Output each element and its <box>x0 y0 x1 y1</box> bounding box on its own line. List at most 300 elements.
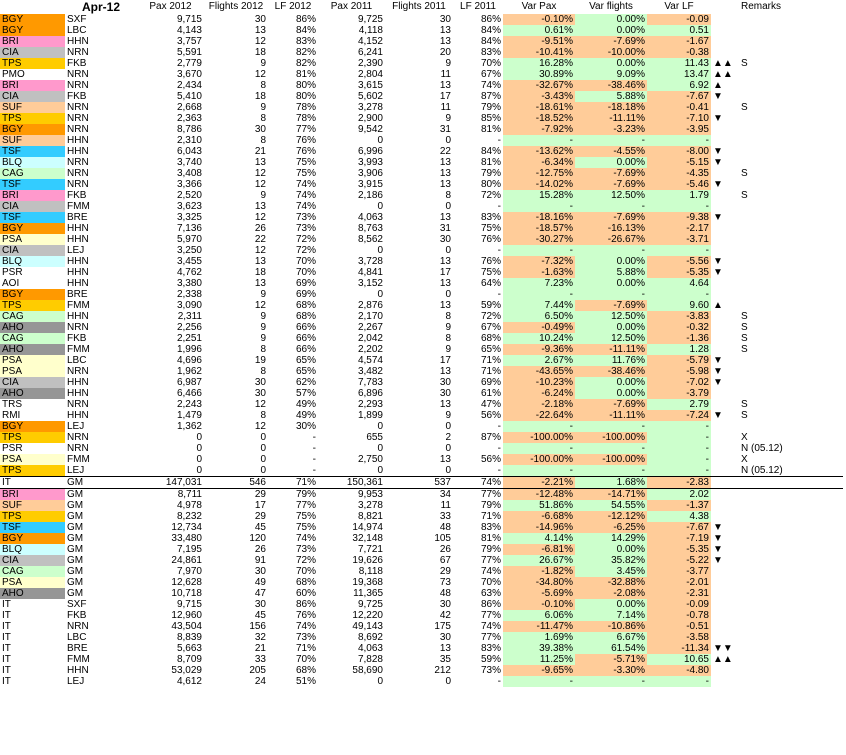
var-pax-cell: -18.57% <box>503 223 575 234</box>
var-pax-cell: -0.10% <box>503 599 575 610</box>
var-pax-cell: 0.61% <box>503 25 575 36</box>
destination-cell: NRN <box>67 322 89 333</box>
lf-2012-cell: - <box>312 465 316 476</box>
flights-2012-cell: 18 <box>254 267 266 278</box>
origin-cell: TPS <box>0 465 65 477</box>
remarks-cell <box>739 146 843 157</box>
pax-2011-cell: 3,278 <box>357 102 383 113</box>
lf-2012-cell: 69% <box>295 289 316 300</box>
table-row <box>0 465 843 477</box>
flights-2012-cell: 9 <box>260 289 266 300</box>
trend-arrow-cell: ▲▲ <box>713 654 733 665</box>
flights-2012-cell: 12 <box>254 36 266 47</box>
destination-cell: NRN <box>67 621 89 632</box>
remarks-cell <box>739 300 843 311</box>
pax-2011-cell: 12,220 <box>352 610 383 621</box>
trend-arrow-cell <box>711 432 739 443</box>
pax-2012-cell: 6,466 <box>176 388 202 399</box>
remarks-cell <box>739 599 843 610</box>
flights-2012-cell: 21 <box>254 643 266 654</box>
flights-2012-cell: 19 <box>254 355 266 366</box>
remarks-cell: S <box>741 190 748 201</box>
var-lf-cell: -7.02 <box>647 377 711 388</box>
trend-arrow-cell: ▼ <box>713 157 723 168</box>
var-lf-cell: -3.77 <box>647 566 711 577</box>
table-row <box>0 665 843 676</box>
remarks-cell <box>739 113 843 124</box>
trend-arrow-cell <box>711 25 739 36</box>
origin-cell: SUF <box>0 500 65 511</box>
origin-cell: TPS <box>0 511 65 522</box>
flights-2011-cell: 9 <box>445 113 451 124</box>
trend-arrow-cell <box>711 454 739 465</box>
lf-2011-cell: 75% <box>480 223 501 234</box>
var-flights-cell: 0.00% <box>575 256 647 267</box>
flights-2011-cell: 0 <box>445 245 451 256</box>
var-lf-cell: -3.95 <box>647 124 711 135</box>
flights-2011-cell: 20 <box>439 47 451 58</box>
pax-2011-cell: 2,293 <box>357 399 383 410</box>
destination-cell: HHN <box>67 234 89 245</box>
table-row <box>0 267 843 278</box>
var-pax-cell: -12.48% <box>503 489 575 501</box>
remarks-cell <box>739 36 843 47</box>
pax-2012-cell: 8,786 <box>176 124 202 135</box>
lf-2011-cell: 71% <box>480 366 501 377</box>
sheet-title: Apr-12 <box>81 0 120 14</box>
destination-cell: LEJ <box>67 245 85 256</box>
origin-cell: TSF <box>0 146 65 157</box>
destination-cell: GM <box>67 533 84 544</box>
lf-2012-cell: - <box>312 432 316 443</box>
lf-2011-cell: 59% <box>480 654 501 665</box>
lf-2011-cell: - <box>497 465 501 476</box>
var-lf-cell: -1.37 <box>647 500 711 511</box>
pax-2011-cell: 9,725 <box>357 14 383 25</box>
flights-2011-cell: 13 <box>439 366 451 377</box>
lf-2012-cell: 68% <box>295 300 316 311</box>
pax-2012-cell: 24,861 <box>171 555 202 566</box>
flights-2011-cell: 0 <box>445 676 451 687</box>
remarks-cell <box>739 654 843 665</box>
remarks-cell <box>739 533 843 544</box>
lf-2011-cell: 83% <box>480 522 501 533</box>
lf-2012-cell: 80% <box>295 91 316 102</box>
pax-2011-cell: 3,915 <box>357 179 383 190</box>
lf-2012-cell: 73% <box>295 544 316 555</box>
trend-arrow-cell <box>711 388 739 399</box>
table-row <box>0 223 843 234</box>
trend-arrow-cell: ▼ <box>713 256 723 267</box>
table-row <box>0 443 843 454</box>
trend-arrow-cell: ▼ <box>713 366 723 377</box>
pax-2011-cell: 1,899 <box>357 410 383 421</box>
pax-2011-cell: 9,725 <box>357 599 383 610</box>
origin-cell: CAG <box>0 168 65 179</box>
var-lf-cell: 2.79 <box>647 399 711 410</box>
lf-2012-cell: 66% <box>295 333 316 344</box>
trend-arrow-cell: ▼ <box>713 533 723 544</box>
var-lf-cell: -9.38 <box>647 212 711 223</box>
lf-2012-cell: 74% <box>295 621 316 632</box>
trend-arrow-cell <box>711 665 739 676</box>
remarks-cell <box>739 212 843 223</box>
origin-cell: BGY <box>0 25 65 36</box>
destination-cell: FKB <box>67 610 87 621</box>
flights-2011-cell: 9 <box>445 344 451 355</box>
flights-2011-cell: 8 <box>445 311 451 322</box>
lf-2011-cell: 85% <box>480 113 501 124</box>
pax-2012-cell: 3,670 <box>176 69 202 80</box>
var-pax-cell: 6.06% <box>503 610 575 621</box>
table-row <box>0 432 843 443</box>
var-lf-cell: -7.19 <box>647 533 711 544</box>
pax-2011-cell: 7,721 <box>357 544 383 555</box>
flights-2011-cell: 17 <box>439 267 451 278</box>
flights-2011-cell: 13 <box>439 25 451 36</box>
remarks-cell <box>739 610 843 621</box>
trend-arrow-cell <box>711 124 739 135</box>
lf-2012-cell: 69% <box>295 278 316 289</box>
destination-cell: BRE <box>67 643 88 654</box>
remarks-cell <box>739 366 843 377</box>
pax-2011-cell: 6,996 <box>357 146 383 157</box>
var-pax-cell: 1.69% <box>503 632 575 643</box>
var-lf-cell: 1.28 <box>647 344 711 355</box>
table-row <box>0 421 843 432</box>
table-row <box>0 566 843 577</box>
var-pax-cell: -1.63% <box>503 267 575 278</box>
pax-2012-cell: 8,232 <box>176 511 202 522</box>
flights-2012-cell: 30 <box>254 388 266 399</box>
var-flights-cell: -6.25% <box>575 522 647 533</box>
header-pax-2011: Pax 2011 <box>330 1 373 12</box>
destination-cell: LBC <box>67 25 87 36</box>
destination-cell: HHN <box>67 267 89 278</box>
pax-2012-cell: 5,410 <box>176 91 202 102</box>
flights-2011-cell: 33 <box>439 511 451 522</box>
flights-2012-cell: 8 <box>260 135 266 146</box>
flights-2011-cell: 13 <box>439 212 451 223</box>
destination-cell: HHN <box>67 223 89 234</box>
pax-2012-cell: 3,455 <box>176 256 202 267</box>
origin-cell: AOI <box>0 278 65 289</box>
var-flights-cell: -7.69% <box>575 36 647 47</box>
var-pax-cell: -9.65% <box>503 665 575 676</box>
destination-cell: FKB <box>67 91 87 102</box>
table-row <box>0 654 843 665</box>
flights-2012-cell: 29 <box>204 489 268 501</box>
var-flights-cell: -3.30% <box>575 665 647 676</box>
var-flights-cell: -26.67% <box>575 234 647 245</box>
origin-cell: IT <box>0 610 65 621</box>
pax-2011-cell: 2,202 <box>357 344 383 355</box>
pax-2012-cell: 2,779 <box>176 58 202 69</box>
var-pax-cell: -7.92% <box>503 124 575 135</box>
remarks-cell: N (05.12) <box>741 443 783 454</box>
pax-2012-cell: 4,696 <box>176 355 202 366</box>
destination-cell: GM <box>67 544 84 555</box>
var-pax-cell: 10.24% <box>503 333 575 344</box>
origin-cell: CIA <box>0 91 65 102</box>
var-flights-cell: -7.69% <box>575 300 647 311</box>
lf-2012-cell: - <box>312 454 316 465</box>
flights-2012-cell: 21 <box>254 146 266 157</box>
pax-2012-cell: 3,250 <box>176 245 202 256</box>
header-lf-2011: LF 2011 <box>460 1 496 12</box>
trend-arrow-cell: ▼ <box>713 91 723 102</box>
flights-2011-cell: 31 <box>439 124 451 135</box>
trend-arrow-cell <box>711 399 739 410</box>
var-pax-cell: -6.24% <box>503 388 575 399</box>
origin-cell: TPS <box>0 300 65 311</box>
trend-arrow-cell <box>711 168 739 179</box>
pax-2012-cell: 2,434 <box>176 80 202 91</box>
table-row <box>0 25 843 36</box>
var-pax-cell: -18.16% <box>503 212 575 223</box>
var-pax-cell: -2.18% <box>503 399 575 410</box>
lf-2011-cell: - <box>497 676 501 687</box>
var-lf-cell: - <box>647 135 711 146</box>
destination-cell: FMM <box>67 201 90 212</box>
flights-2012-cell: 9 <box>260 322 266 333</box>
pax-2011-cell: 2,804 <box>357 69 383 80</box>
pax-2011-cell: 0 <box>377 443 383 454</box>
destination-cell: GM <box>67 555 84 566</box>
flights-2012-cell: 0 <box>260 443 266 454</box>
flights-2012-cell: 29 <box>254 511 266 522</box>
origin-cell: IT <box>0 676 65 687</box>
flights-2011-cell: 13 <box>439 36 451 47</box>
trend-arrow-cell <box>711 135 739 146</box>
flights-2012-cell: 18 <box>254 91 266 102</box>
var-pax-cell: 39.38% <box>503 643 575 654</box>
remarks-cell <box>739 477 843 489</box>
table-row <box>0 146 843 157</box>
table-row <box>0 410 843 421</box>
lf-2012-cell: 83% <box>295 36 316 47</box>
flights-2012-cell: 30 <box>254 599 266 610</box>
flights-2012-cell: 8 <box>260 410 266 421</box>
pax-2011-cell: 4,841 <box>357 267 383 278</box>
table-row <box>0 388 843 399</box>
lf-2012-cell: 72% <box>295 234 316 245</box>
origin-cell: PMO <box>0 69 65 80</box>
table-row <box>0 212 843 223</box>
var-pax-cell: -6.68% <box>503 511 575 522</box>
remarks-cell <box>739 421 843 432</box>
origin-cell: BGY <box>0 533 65 544</box>
table-row <box>0 80 843 91</box>
var-lf-cell: -5.35 <box>647 267 711 278</box>
var-pax-cell: -9.51% <box>503 36 575 47</box>
table-row <box>0 289 843 300</box>
destination-cell: BRE <box>67 212 88 223</box>
flights-2012-cell: 12 <box>254 179 266 190</box>
var-lf-cell: -3.83 <box>647 311 711 322</box>
trend-arrow-cell <box>711 477 739 489</box>
var-flights-cell: -38.46% <box>575 80 647 91</box>
lf-2012-cell: 65% <box>295 355 316 366</box>
destination-cell: HHN <box>67 665 89 676</box>
origin-cell: CIA <box>0 47 65 58</box>
pax-2012-cell: 3,408 <box>176 168 202 179</box>
remarks-cell <box>739 47 843 58</box>
flights-2012-cell: 26 <box>254 223 266 234</box>
destination-cell: LBC <box>67 632 87 643</box>
remarks-cell: S <box>741 333 748 344</box>
pax-2011-cell: 9,953 <box>318 489 385 501</box>
var-pax-cell: -3.43% <box>503 91 575 102</box>
var-pax-cell: -13.62% <box>503 146 575 157</box>
var-pax-cell: - <box>503 289 575 300</box>
origin-cell: CAG <box>0 333 65 344</box>
flights-2011-cell: 9 <box>445 410 451 421</box>
var-lf-cell: - <box>647 443 711 454</box>
destination-cell: FMM <box>67 300 90 311</box>
flights-2011-cell: 537 <box>385 477 453 489</box>
lf-2012-cell: 60% <box>295 588 316 599</box>
flights-2012-cell: 13 <box>254 256 266 267</box>
var-flights-cell: 0.00% <box>575 388 647 399</box>
var-lf-cell: -5.46 <box>647 179 711 190</box>
var-pax-cell: - <box>503 245 575 256</box>
table-row <box>0 14 843 25</box>
lf-2012-cell: 49% <box>295 399 316 410</box>
pax-2012-cell: 5,970 <box>176 234 202 245</box>
header-flights-2012: Flights 2012 <box>208 1 264 12</box>
var-pax-cell: 6.50% <box>503 311 575 322</box>
pax-2012-cell: 4,143 <box>176 25 202 36</box>
var-flights-cell: 0.00% <box>575 157 647 168</box>
lf-2011-cell: 73% <box>480 665 501 676</box>
var-pax-cell: 16.28% <box>503 58 575 69</box>
var-flights-cell: -7.69% <box>575 212 647 223</box>
pax-2011-cell: 9,542 <box>357 124 383 135</box>
header-var-pax: Var Pax <box>521 1 557 12</box>
pax-2012-cell: 1,996 <box>176 344 202 355</box>
data-rows <box>0 14 843 687</box>
lf-2011-cell: 71% <box>480 511 501 522</box>
header-flights-2011: Flights 2011 <box>392 1 446 12</box>
trend-arrow-cell <box>711 289 739 300</box>
flights-2012-cell: 120 <box>249 533 266 544</box>
flights-2012-cell: 12 <box>254 300 266 311</box>
destination-cell: LEJ <box>67 676 85 687</box>
pax-2011-cell: 0 <box>377 465 383 476</box>
var-lf-cell: -3.58 <box>647 632 711 643</box>
table-row <box>0 124 843 135</box>
lf-2012-cell: 80% <box>295 80 316 91</box>
remarks-cell <box>739 621 843 632</box>
flights-2012-cell: 12 <box>254 399 266 410</box>
pax-2012-cell: 3,366 <box>176 179 202 190</box>
lf-2011-cell: 75% <box>480 267 501 278</box>
table-row <box>0 676 843 687</box>
trend-arrow-cell: ▼ <box>713 146 723 157</box>
pax-2011-cell: 2,170 <box>357 311 383 322</box>
pax-2012-cell: 0 <box>196 432 202 443</box>
var-pax-cell: -7.32% <box>503 256 575 267</box>
destination-cell: FMM <box>67 344 90 355</box>
destination-cell: GM <box>67 511 84 522</box>
flights-2012-cell: 9 <box>260 102 266 113</box>
table-row <box>0 454 843 465</box>
origin-cell: BLQ <box>0 544 65 555</box>
var-lf-cell: -1.36 <box>647 333 711 344</box>
lf-2011-cell: 74% <box>453 477 503 489</box>
var-pax-cell: -18.61% <box>503 102 575 113</box>
remarks-cell <box>739 643 843 654</box>
destination-cell: GM <box>67 522 84 533</box>
origin-cell: AHO <box>0 588 65 599</box>
destination-cell: FKB <box>67 333 87 344</box>
flights-2011-cell: 42 <box>439 610 451 621</box>
table-row <box>0 522 843 533</box>
var-flights-cell: 9.09% <box>575 69 647 80</box>
pax-2012-cell: 1,362 <box>176 421 202 432</box>
lf-2012-cell: 86% <box>295 14 316 25</box>
origin-cell: CIA <box>0 201 65 212</box>
var-flights-cell: - <box>575 201 647 212</box>
var-lf-cell: 4.64 <box>647 278 711 289</box>
lf-2012-cell: 51% <box>295 676 316 687</box>
flights-2012-cell: 24 <box>254 676 266 687</box>
remarks-cell <box>739 377 843 388</box>
flights-2012-cell: 8 <box>260 344 266 355</box>
flights-2011-cell: 35 <box>439 654 451 665</box>
var-lf-cell: -5.15 <box>647 157 711 168</box>
pax-2011-cell: 4,574 <box>357 355 383 366</box>
origin-cell: TRS <box>0 399 65 410</box>
var-flights-cell: - <box>575 245 647 256</box>
lf-2012-cell: 75% <box>295 522 316 533</box>
lf-2012-cell: - <box>312 443 316 454</box>
lf-2012-cell: 81% <box>295 69 316 80</box>
flights-2012-cell: 12 <box>254 245 266 256</box>
lf-2012-cell: 86% <box>295 599 316 610</box>
flights-2012-cell: 12 <box>254 212 266 223</box>
var-pax-cell: - <box>503 421 575 432</box>
remarks-cell: X <box>741 432 748 443</box>
flights-2011-cell: 17 <box>439 355 451 366</box>
pax-2011-cell: 14,974 <box>352 522 383 533</box>
pax-2012-cell: 0 <box>196 443 202 454</box>
lf-2012-cell: 75% <box>295 511 316 522</box>
lf-2011-cell: - <box>497 201 501 212</box>
flights-2011-cell: 0 <box>445 465 451 476</box>
var-lf-cell: -5.98 <box>647 366 711 377</box>
var-lf-cell: 10.65 <box>647 654 711 665</box>
var-pax-cell: -0.49% <box>503 322 575 333</box>
var-flights-cell: -3.23% <box>575 124 647 135</box>
pax-2012-cell: 3,757 <box>176 36 202 47</box>
trend-arrow-cell: ▼ <box>713 544 723 555</box>
flights-2012-cell: 33 <box>254 654 266 665</box>
table-row <box>0 599 843 610</box>
var-flights-cell: -18.18% <box>575 102 647 113</box>
var-pax-cell: -5.69% <box>503 588 575 599</box>
remarks-cell: N (05.12) <box>741 465 783 476</box>
var-flights-cell: 0.00% <box>575 14 647 25</box>
pax-2011-cell: 58,690 <box>352 665 383 676</box>
pax-2011-cell: 4,152 <box>357 36 383 47</box>
lf-2011-cell: 77% <box>480 555 501 566</box>
flights-2012-cell: 30 <box>254 14 266 25</box>
table-row <box>0 311 843 322</box>
trend-arrow-cell <box>711 577 739 588</box>
var-lf-cell: 4.38 <box>647 511 711 522</box>
